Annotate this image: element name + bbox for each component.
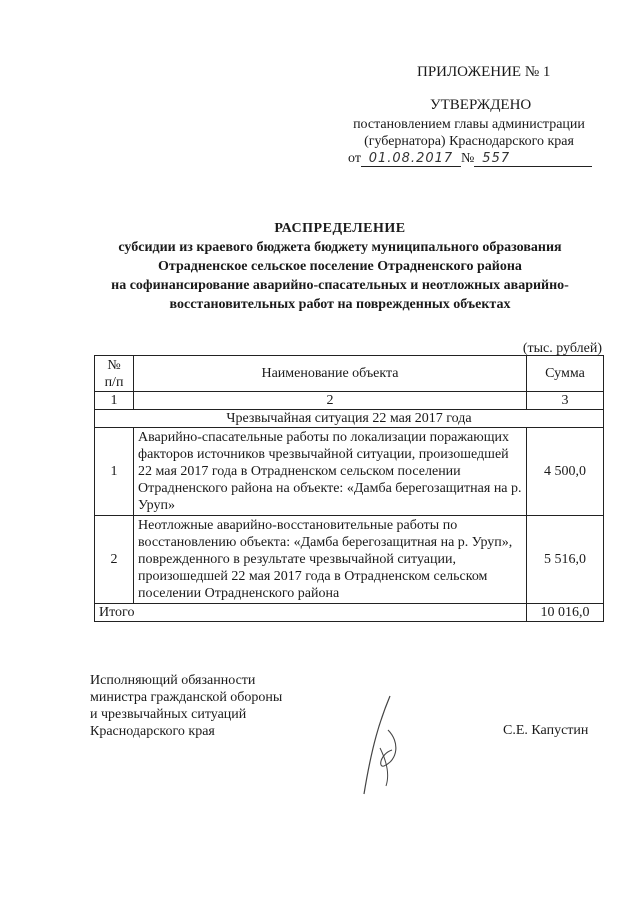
total-sum: 10 016,0 [527,604,604,622]
row-num: 2 [95,516,134,604]
table-header-row [95,356,604,392]
table-row [95,428,604,516]
number-prefix: № [460,151,475,166]
position-line-1: Исполняющий обязанности [90,673,256,688]
subtitle-line-1: субсидии из краевого бюджета бюджету муниципального образования [118,240,562,255]
total-row [95,604,604,622]
column-numbers-row [95,392,604,410]
table-row [95,516,604,604]
signatory-position [90,672,282,740]
approved-line-2: (губернатора) Краснодарского края [364,134,574,149]
header-sum: Сумма [527,356,604,392]
distribution-table [94,355,604,622]
section-title: Чрезвычайная ситуация 22 мая 2017 года [95,410,604,428]
handwritten-date: 01.08.2017 [361,151,461,167]
subtitle-line-4: восстановительных работ на поврежденных объектах [169,297,511,312]
col-number-2: 2 [134,392,527,410]
position-line-2: министра гражданской обороны [90,690,283,705]
approved-line-1: постановлением главы администрации [353,117,585,132]
subtitle-line-2: Отрадненское сельское поселение Отрадненского района [158,259,522,274]
row-name: Аварийно-спасательные работы по локализации поражающих факторов источников чрезвычайной ситуации, произошедшей 22 мая 2017 года в Отрадненском сельском поселении Отрадненского района на объекте: «Дамба берегозащитная на р. Уруп» [134,428,527,516]
row-name: Неотложные аварийно-восстановительные работы по восстановлению объекта: «Дамба берегозащитная на р. Уруп», поврежденного в результате чрезвычайной ситуации, произошедшей 22 мая 2017 года в Отрадненском сельском поселении Отрадненского района [134,516,527,604]
header-name: Наименование объекта [134,356,527,392]
units-label: (тыс. рублей) [522,341,602,356]
handwritten-signature [350,690,420,800]
date-prefix: от [348,151,361,166]
col-number-1: 1 [95,392,134,410]
header-num: № п/п [95,356,134,392]
position-line-3: и чрезвычайных ситуаций [90,707,247,722]
row-sum: 4 500,0 [527,428,604,516]
col-number-3: 3 [527,392,604,410]
row-num: 1 [95,428,134,516]
total-label: Итого [95,604,527,622]
appendix-label: ПРИЛОЖЕНИЕ № 1 [417,64,551,80]
subtitle-line-3: на софинансирование аварийно-спасательных и неотложных аварийно- [111,278,569,293]
decree-date-row [348,151,598,167]
row-sum: 5 516,0 [527,516,604,604]
approved-label: УТВЕРЖДЕНО [430,97,532,113]
signatory-name: С.Е. Капустин [503,723,589,738]
document-title: РАСПРЕДЕЛЕНИЕ [274,221,406,236]
section-row [95,410,604,428]
handwritten-number: 557 [474,151,592,167]
position-line-4: Краснодарского края [90,724,215,739]
